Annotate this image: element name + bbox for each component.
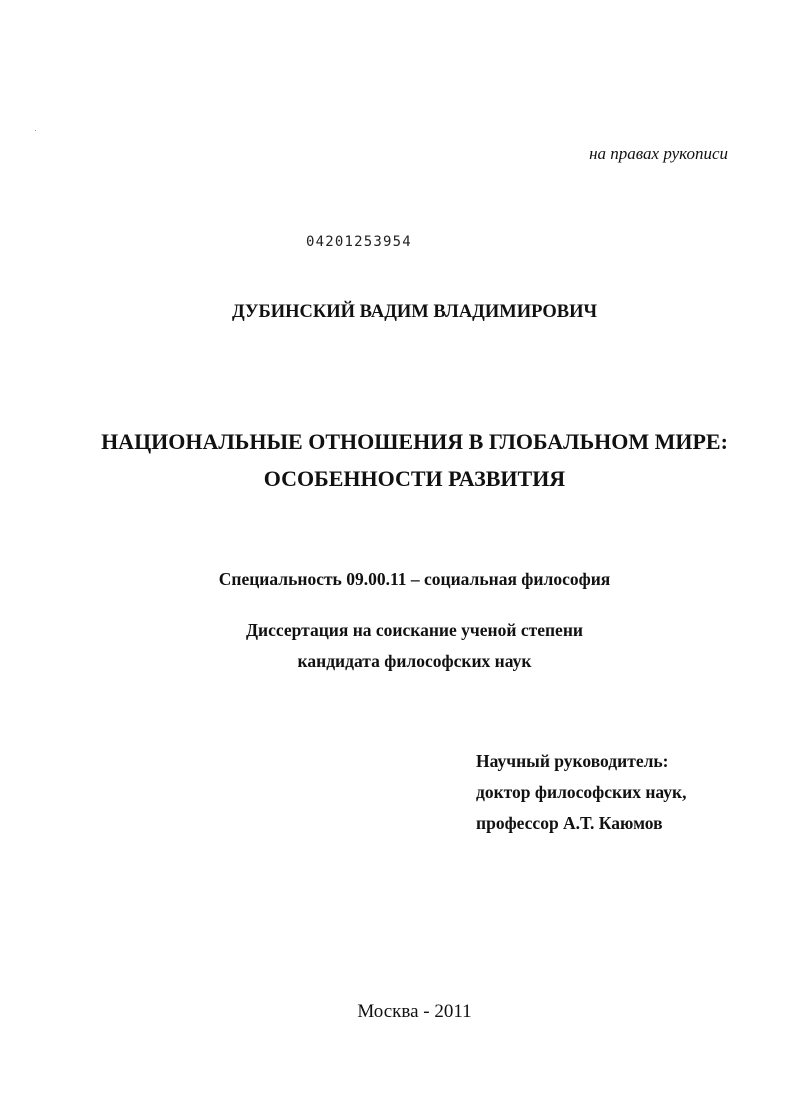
author-name: ДУБИНСКИЙ ВАДИМ ВЛАДИМИРОВИЧ [231,302,598,322]
supervisor-heading: Научный руководитель: [476,751,669,771]
dissertation-line-1: Диссертация на соискание ученой степени [246,620,583,640]
supervisor-degree: доктор философских наук, [476,782,687,802]
catalog-number: 04201253954 [306,234,412,250]
city-year: Москва - 2011 [357,1001,472,1022]
manuscript-note: на правах рукописи [589,144,728,163]
thesis-title-line-1: НАЦИОНАЛЬНЫЕ ОТНОШЕНИЯ В ГЛОБАЛЬНОМ МИРЕ: [101,429,728,454]
thesis-title-line-2: ОСОБЕННОСТИ РАЗВИТИЯ [263,466,566,491]
scan-speck [35,130,36,131]
specialty: Специальность 09.00.11 – социальная философия [218,569,611,589]
dissertation-line-2: кандидата философских наук [297,651,532,671]
supervisor-name: профессор А.Т. Каюмов [476,813,663,833]
